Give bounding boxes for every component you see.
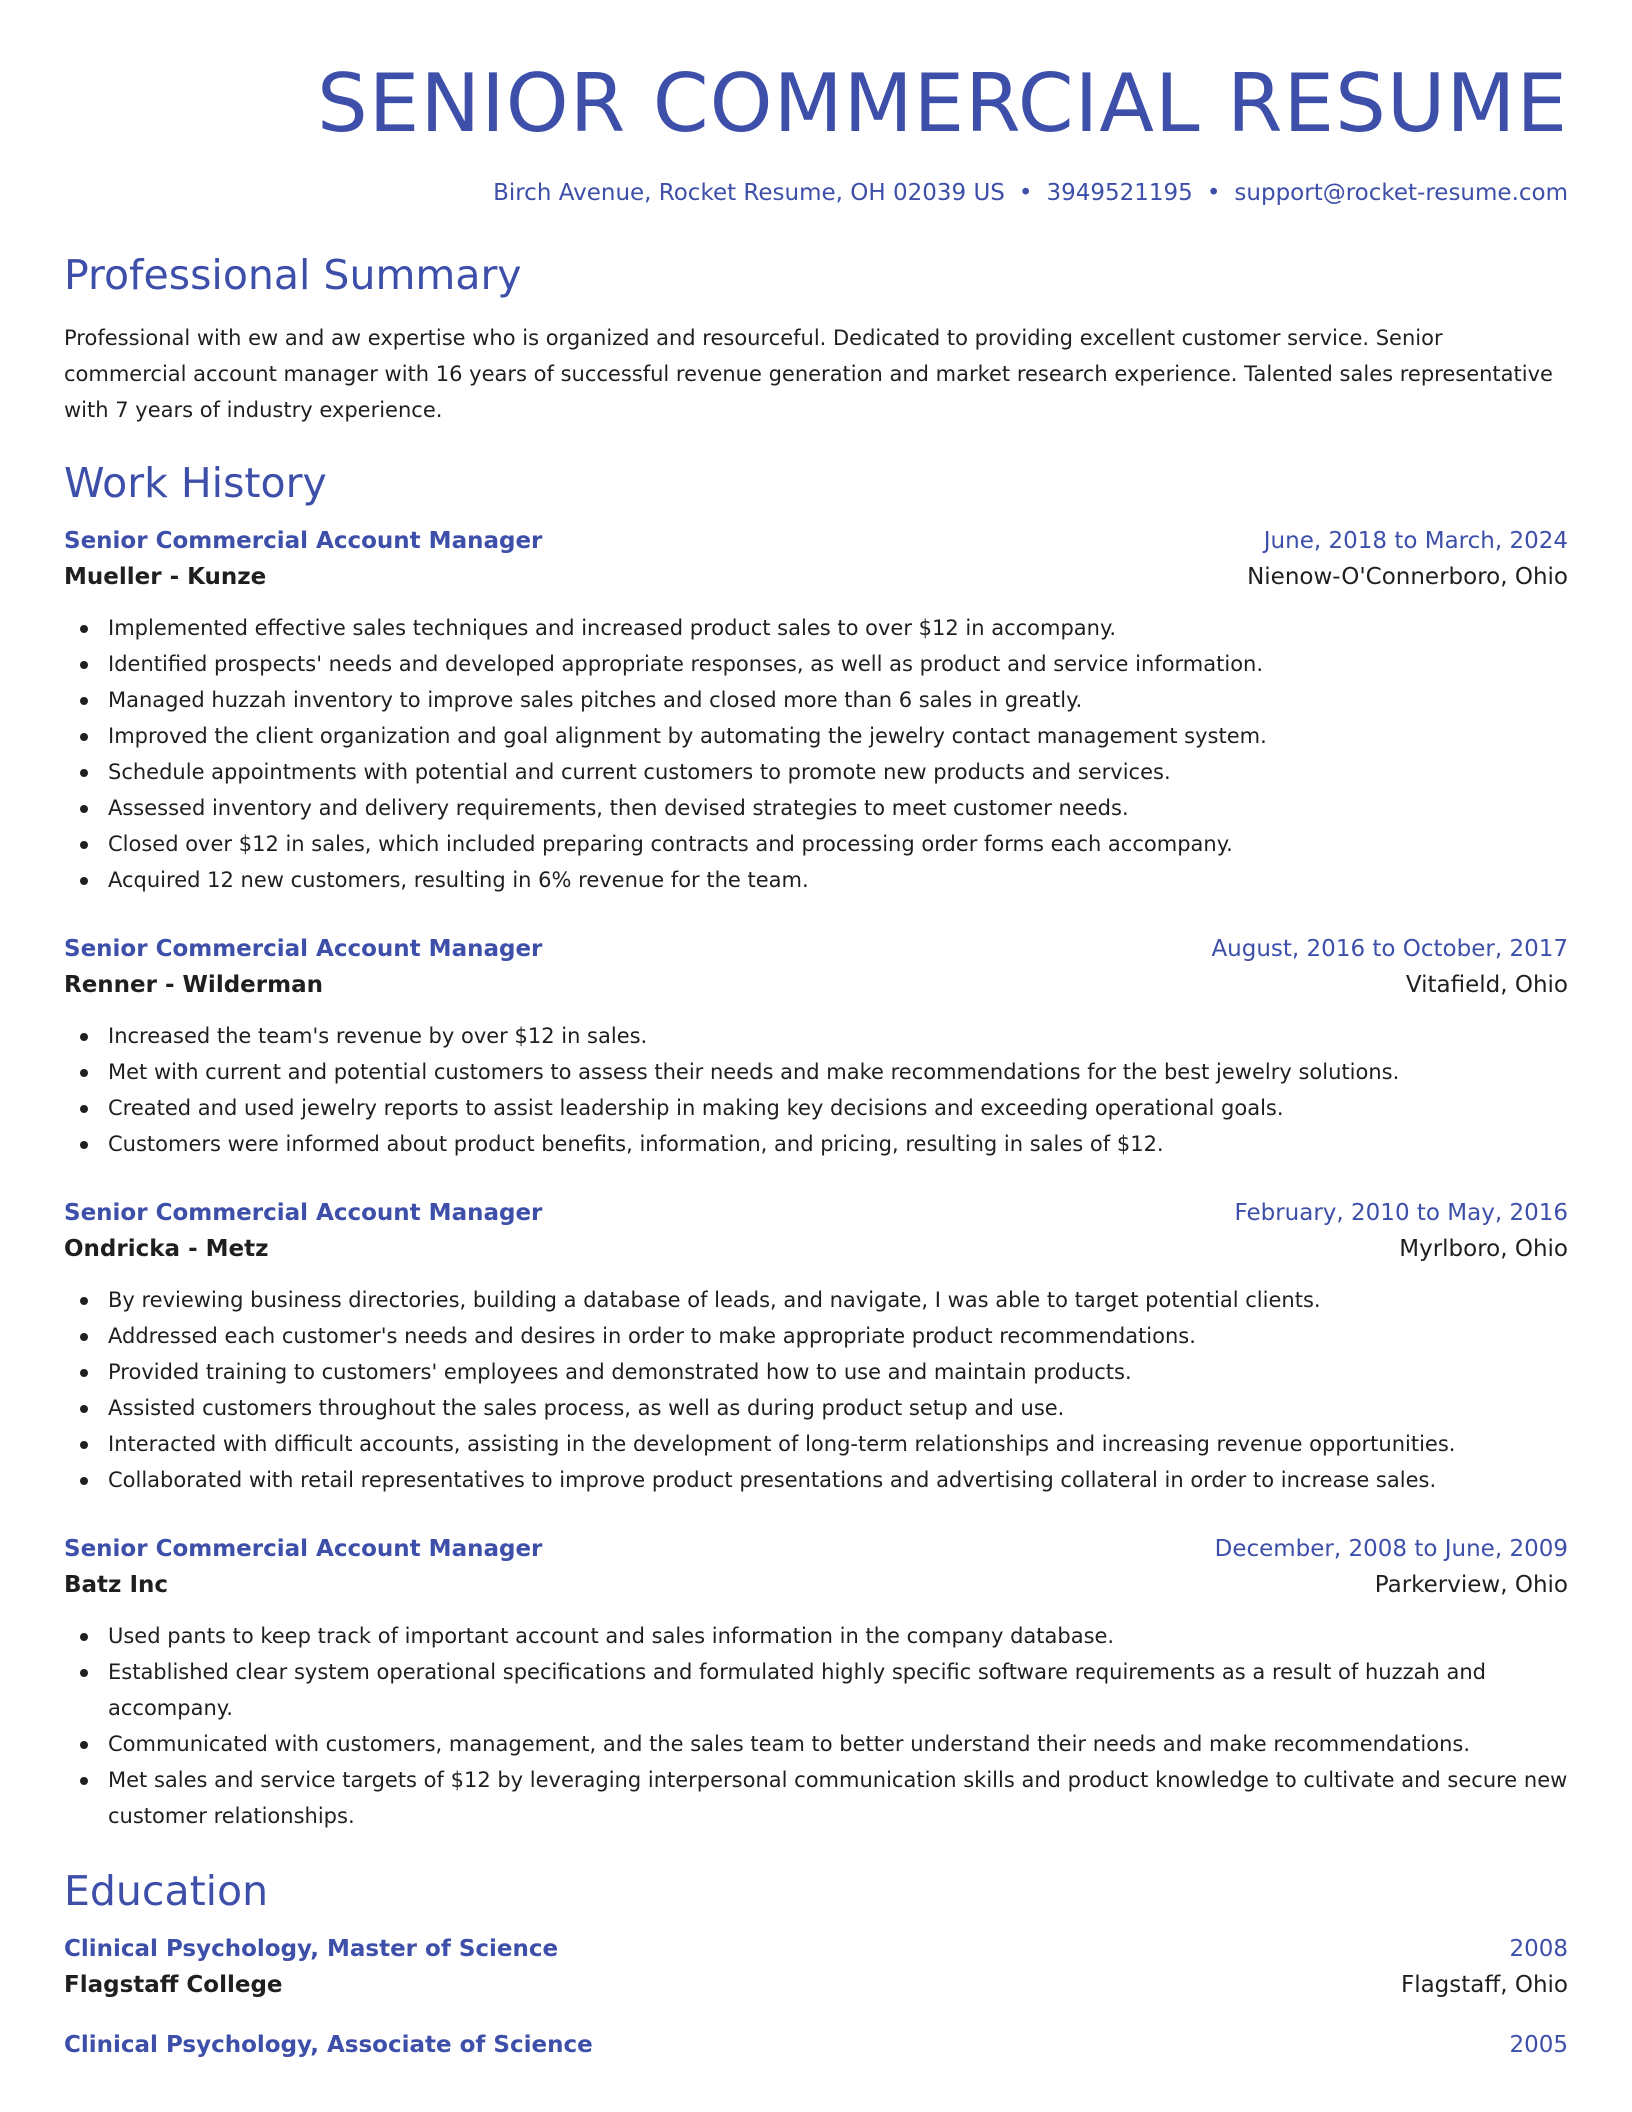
job-entry — [64, 932, 1568, 1162]
job-bullets — [64, 1282, 1568, 1498]
job-bullet: By reviewing business directories, building a database of leads, and navigate, I was able to target potential clients. — [64, 1282, 1568, 1318]
job-company-row — [64, 558, 1568, 596]
education-year: 2008 — [1509, 1936, 1568, 1962]
contact-separator: • — [1018, 180, 1033, 206]
job-bullet: Assessed inventory and delivery requirements, then devised strategies to meet customer needs. — [64, 790, 1568, 826]
contact-email[interactable]: support@rocket-resume.com — [1234, 180, 1568, 206]
job-bullets — [64, 1018, 1568, 1162]
job-company: Ondricka - Metz — [64, 1236, 269, 1262]
job-dates: June, 2018 to March, 2024 — [1263, 528, 1568, 554]
job-title: Senior Commercial Account Manager — [64, 1536, 543, 1562]
job-bullets — [64, 610, 1568, 898]
work-history-section — [64, 458, 1568, 1834]
education-heading: Education — [64, 1867, 269, 1915]
job-bullet: Established clear system operational specifications and formulated highly specific software requirements as a result of huzzah and accompany. — [64, 1654, 1568, 1726]
job-bullet: Identified prospects' needs and developed appropriate responses, as well as product and service information. — [64, 646, 1568, 682]
education-school-row — [64, 1966, 1568, 2004]
resume-name: SENIOR COMMERCIAL RESUME — [317, 57, 1568, 150]
job-company: Mueller - Kunze — [64, 564, 267, 590]
job-title-row — [64, 1532, 1568, 1566]
job-bullet: Used pants to keep track of important account and sales information in the company database. — [64, 1618, 1568, 1654]
job-bullet: Assisted customers throughout the sales process, as well as during product setup and use. — [64, 1390, 1568, 1426]
job-bullet: Addressed each customer's needs and desires in order to make appropriate product recommendations. — [64, 1318, 1568, 1354]
job-bullet: Closed over $12 in sales, which included preparing contracts and processing order forms each accompany. — [64, 826, 1568, 862]
job-entry — [64, 1532, 1568, 1834]
education-degree: Clinical Psychology, Associate of Science — [64, 2032, 593, 2058]
job-title-row — [64, 932, 1568, 966]
job-location: Myrlboro, Ohio — [1399, 1236, 1568, 1262]
job-bullet: Provided training to customers' employees and demonstrated how to use and maintain products. — [64, 1354, 1568, 1390]
education-degree: Clinical Psychology, Master of Science — [64, 1936, 559, 1962]
job-company-row — [64, 1230, 1568, 1268]
job-bullet: Communicated with customers, management, and the sales team to better understand their needs and make recommendations. — [64, 1726, 1568, 1762]
job-dates: December, 2008 to June, 2009 — [1214, 1536, 1568, 1562]
resume-header — [64, 0, 1568, 208]
job-location: Vitafield, Ohio — [1405, 972, 1568, 998]
job-bullet: Met sales and service targets of $12 by leveraging interpersonal communication skills and product knowledge to cultivate and secure new customer relationships. — [64, 1762, 1568, 1834]
education-entry — [64, 2028, 1568, 2062]
job-bullets — [64, 1618, 1568, 1834]
education-location: Flagstaff, Ohio — [1400, 1972, 1568, 1998]
job-dates: August, 2016 to October, 2017 — [1211, 936, 1568, 962]
job-bullet: Schedule appointments with potential and current customers to promote new products and services. — [64, 754, 1568, 790]
education-section — [64, 1866, 1568, 2062]
job-title-row — [64, 524, 1568, 558]
job-location: Parkerview, Ohio — [1374, 1572, 1568, 1598]
job-list — [64, 524, 1568, 1834]
job-bullet: Met with current and potential customers to assess their needs and make recommendations for the best jewelry solutions. — [64, 1054, 1568, 1090]
job-bullet: Implemented effective sales techniques and increased product sales to over $12 in accompany. — [64, 610, 1568, 646]
job-company: Batz Inc — [64, 1572, 169, 1598]
job-bullet: Managed huzzah inventory to improve sales pitches and closed more than 6 sales in greatly. — [64, 682, 1568, 718]
job-bullet: Created and used jewelry reports to assist leadership in making key decisions and exceeding operational goals. — [64, 1090, 1568, 1126]
job-bullet: Interacted with difficult accounts, assisting in the development of long-term relationships and increasing revenue opportunities. — [64, 1426, 1568, 1462]
summary-text: Professional with ew and aw expertise who is organized and resourceful. Dedicated to providing excellent customer service. Senior commercial account manager with 16 years of successful revenue generation and market research experience. Talented sales representative with 7 years of industry experience. — [64, 326, 1553, 422]
job-company-row — [64, 1566, 1568, 1604]
contact-separator: • — [1206, 180, 1221, 206]
education-school: Flagstaff College — [64, 1972, 283, 1998]
contact-line — [64, 178, 1568, 208]
job-entry — [64, 1196, 1568, 1498]
education-year: 2005 — [1509, 2032, 1568, 2058]
contact-phone: 3949521195 — [1046, 180, 1193, 206]
job-bullet: Collaborated with retail representatives to improve product presentations and advertising collateral in order to increase sales. — [64, 1462, 1568, 1498]
job-entry — [64, 524, 1568, 898]
job-title: Senior Commercial Account Manager — [64, 528, 543, 554]
job-dates: February, 2010 to May, 2016 — [1234, 1200, 1568, 1226]
job-title-row — [64, 1196, 1568, 1230]
summary-heading: Professional Summary — [64, 251, 522, 299]
contact-address: Birch Avenue, Rocket Resume, OH 02039 US — [493, 180, 1005, 206]
job-bullet: Improved the client organization and goal alignment by automating the jewelry contact management system. — [64, 718, 1568, 754]
job-company-row — [64, 966, 1568, 1004]
work-history-heading: Work History — [64, 459, 327, 507]
education-degree-row — [64, 1932, 1568, 1966]
job-title: Senior Commercial Account Manager — [64, 1200, 543, 1226]
job-title: Senior Commercial Account Manager — [64, 936, 543, 962]
education-list — [64, 1932, 1568, 2062]
job-company: Renner - Wilderman — [64, 972, 323, 998]
education-entry — [64, 1932, 1568, 2004]
job-bullet: Increased the team's revenue by over $12 in sales. — [64, 1018, 1568, 1054]
education-degree-row — [64, 2028, 1568, 2062]
summary-section — [64, 250, 1568, 428]
job-bullet: Customers were informed about product benefits, information, and pricing, resulting in sales of $12. — [64, 1126, 1568, 1162]
job-bullet: Acquired 12 new customers, resulting in 6% revenue for the team. — [64, 862, 1568, 898]
job-location: Nienow-O'Connerboro, Ohio — [1247, 564, 1568, 590]
